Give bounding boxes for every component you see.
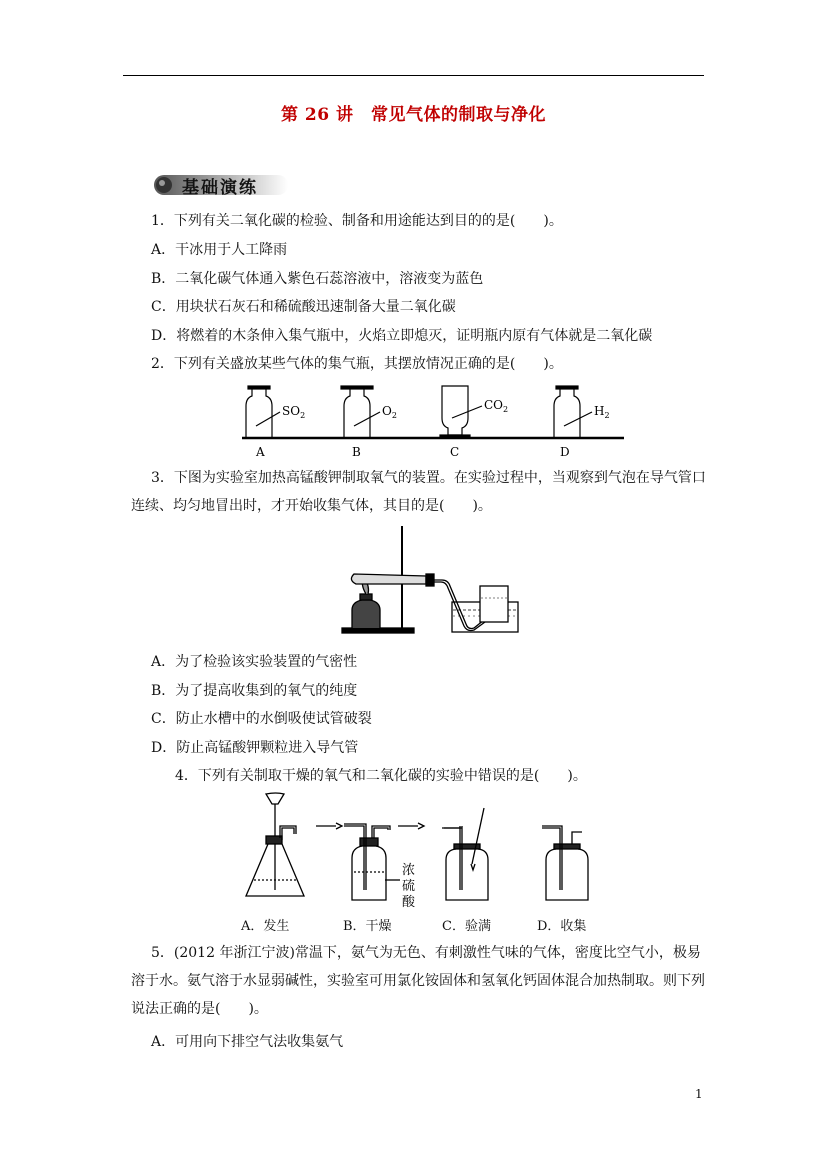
q1-option-b: B．二氧化碳气体通入紫色石蕊溶液中，溶液变为蓝色 (151, 271, 484, 287)
q3-option-a: A．为了检验该实验装置的气密性 (151, 654, 358, 670)
bottle-b-gas: $O_2$ (382, 404, 397, 420)
q2-stem: 2．下列有关盛放某些气体的集气瓶，其摆放情况正确的是( )。 (151, 356, 563, 372)
bottle-d-gas: $H_2$ (594, 404, 610, 420)
bottle-a-label: A (256, 445, 265, 459)
bottle-a-gas: $SO_2$ (282, 404, 306, 420)
q4-acid-label-3: 酸 (402, 895, 416, 908)
bottle-d (554, 386, 592, 438)
bottle-b-label: B (352, 445, 361, 459)
q1-option-a: A．干冰用于人工降雨 (151, 242, 288, 258)
q4-apparatus-figure (240, 790, 610, 908)
q4-label-b: B．干燥 (343, 919, 392, 934)
section-badge-label: 基础演练 (182, 178, 258, 198)
q4-stem: 4．下列有关制取干燥的氧气和二氧化碳的实验中错误的是( )。 (175, 768, 587, 784)
section-badge (152, 172, 290, 198)
q4-acid-label-2: 硫 (402, 879, 416, 894)
q3-apparatus-figure (340, 524, 520, 640)
q3-option-d: D．防止高锰酸钾颗粒进入导气管 (151, 740, 359, 756)
q1-option-c: C．用块状石灰石和稀硫酸迅速制备大量二氧化碳 (151, 299, 456, 315)
header-rule (123, 75, 704, 76)
q2-bottles-figure (238, 382, 628, 462)
q4-label-a: A．发生 (241, 919, 290, 934)
bottle-a (246, 386, 280, 438)
bottle-d-label: D (560, 445, 570, 459)
q3-option-c: C．防止水槽中的水倒吸使试管破裂 (151, 711, 372, 727)
q3-option-b: B．为了提高收集到的氧气的纯度 (151, 683, 358, 699)
page-number: 1 (695, 1087, 703, 1101)
q4-acid-label-1: 浓 (402, 863, 416, 878)
q5-option-a: A．可用向下排空气法收集氨气 (151, 1034, 344, 1050)
q5-stem: 5．(2012 年浙江宁波)常温下，氨气为无色、有刺激性气味的气体，密度比空气小，极易溶于水。氨气溶于水显弱碱性，实验室可用氯化铵固体和氢氧化钙固体混合加热制取。则下列说法正确的是( )。 (131, 945, 705, 1017)
bottle-c-label: C (450, 445, 460, 459)
q3-stem: 3．下图为实验室加热高锰酸钾制取氧气的装置。在实验过程中，当观察到气泡在导气管口连续、均匀地冒出时，才开始收集气体，其目的是( )。 (131, 470, 706, 514)
q1-stem: 1．下列有关二氧化碳的检验、制备和用途能达到目的的是( )。 (151, 213, 563, 229)
bottle-c-gas: $CO_2$ (484, 398, 509, 414)
bottle-c (440, 386, 482, 438)
q4-label-c: C．验满 (442, 919, 491, 934)
page-title: 第 26 讲 常见气体的制取与净化 (281, 105, 546, 125)
q4-label-d: D．收集 (537, 919, 587, 934)
bottle-b (341, 386, 380, 438)
q1-option-d: D．将燃着的木条伸入集气瓶中，火焰立即熄灭，证明瓶内原有气体就是二氧化碳 (151, 328, 653, 344)
